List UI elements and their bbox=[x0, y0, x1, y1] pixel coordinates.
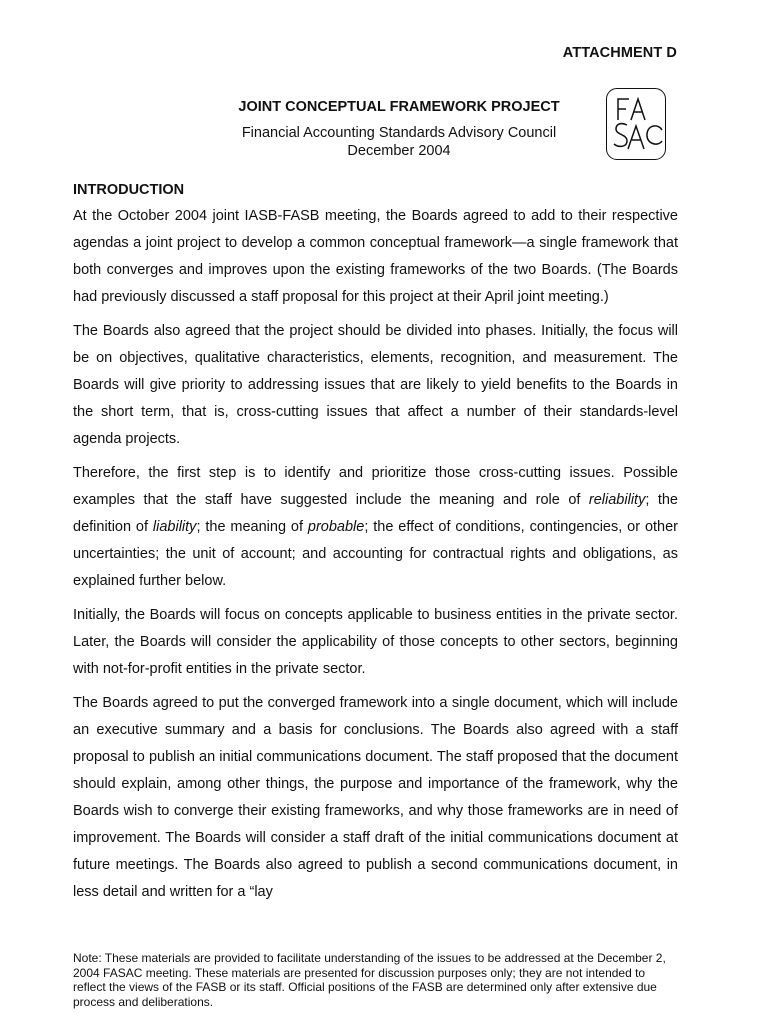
organization-name: Financial Accounting Standards Advisory Council bbox=[241, 125, 557, 141]
paragraph-5: The Boards agreed to put the converged framework into a single document, which will include an executive summary and a basis for conclusions. The Boards also agreed with a staff proposal to publish an initial communications document. The staff proposed that the document should explain, among other things, the purpose and importance of the framework, why the Boards wish to converge their existing frameworks, and why those frameworks are in need of improvement. The Boards will consider a staff draft of the initial communications document at future meetings. The Boards also agreed to publish a second communications document, in less detail and written for a “lay bbox=[73, 695, 678, 900]
document-header bbox=[210, 99, 588, 160]
term-reliability: reliability bbox=[588, 492, 646, 508]
fasac-logo bbox=[606, 88, 666, 160]
paragraph-3-text-d: ; the effect of conditions, contingencies, or other uncertainties; the unit of account; and accounting for contractual rights and obligations, as explained further below. bbox=[73, 519, 678, 589]
attachment-label: ATTACHMENT D bbox=[562, 45, 677, 61]
document-date: December 2004 bbox=[347, 143, 451, 159]
paragraph-3-text-b: ; the definition of bbox=[73, 492, 678, 535]
paragraph-3 bbox=[73, 460, 678, 595]
paragraph-2: The Boards also agreed that the project should be divided into phases. Initially, the focus will be on objectives, qualitative characteristics, elements, recognition, and measurement. The Boards will give priority to addressing issues that are likely to yield benefits to the Boards in the short term, that is, cross-cutting issues that affect a number of their standards-level agenda projects. bbox=[73, 323, 678, 447]
paragraph-3-text-a: Therefore, the first step is to identify and prioritize those cross-cutting issues. Possible examples that the staff have suggested include the meaning and role of bbox=[73, 465, 678, 508]
section-heading: INTRODUCTION bbox=[73, 182, 185, 198]
document-title: JOINT CONCEPTUAL FRAMEWORK PROJECT bbox=[238, 99, 560, 115]
paragraph-3-text-c: ; the meaning of bbox=[196, 519, 308, 535]
fasac-logo-graphic bbox=[607, 89, 667, 161]
term-probable: probable bbox=[307, 519, 365, 535]
paragraph-4: Initially, the Boards will focus on concepts applicable to business entities in the private sector. Later, the Boards will consider the applicability of those concepts to other sectors, beginning with not-for-profit entities in the private sector. bbox=[73, 607, 678, 677]
footnote: Note: These materials are provided to facilitate understanding of the issues to be addressed at the December 2, 2004 FASAC meeting. These materials are presented for discussion purposes only; they are not intended to reflect the views of the FASB or its staff. Official positions of the FASB are determined only after extensive due process and deliberations. bbox=[73, 951, 666, 1009]
document-body bbox=[73, 181, 678, 913]
paragraph-1: At the October 2004 joint IASB-FASB meeting, the Boards agreed to add to their respective agendas a joint project to develop a common conceptual framework—a single framework that both converges and improves upon the existing frameworks of the two Boards. (The Boards had previously discussed a staff proposal for this project at their April joint meeting.) bbox=[73, 208, 678, 305]
term-liability: liability bbox=[152, 519, 197, 535]
